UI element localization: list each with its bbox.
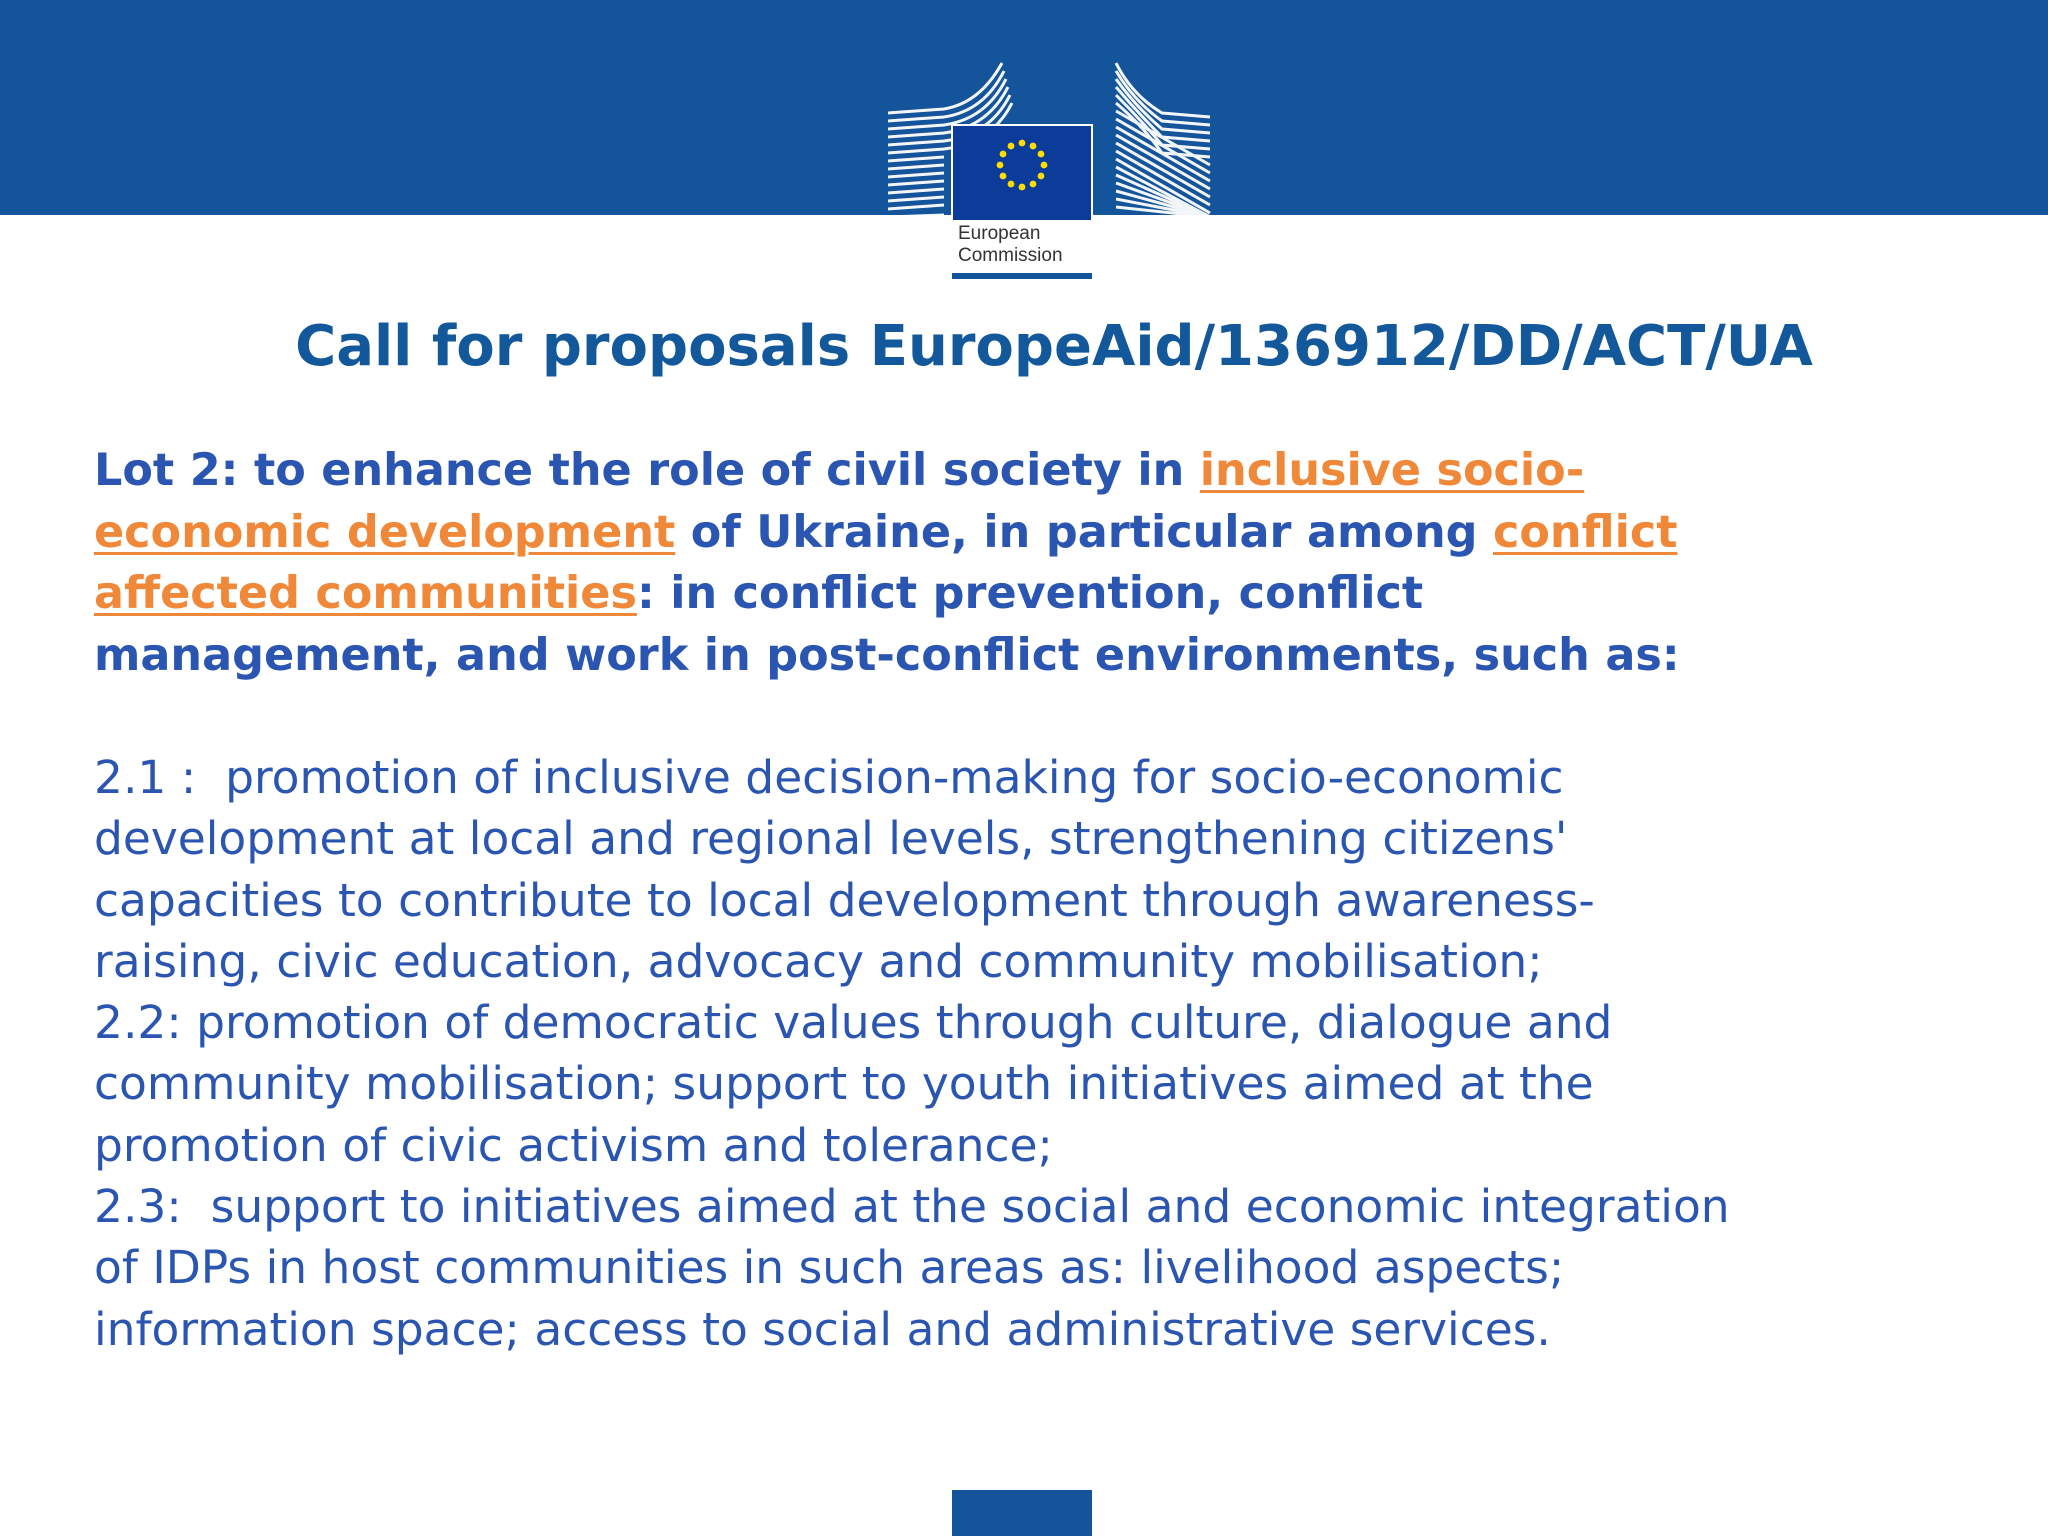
lot-highlight-economic: economic development xyxy=(94,506,676,558)
list-item: promotion of civic activism and tolerance; xyxy=(94,1118,1053,1172)
european-commission-logo xyxy=(880,55,1212,285)
list-item: information space; access to social and administrative services. xyxy=(94,1302,1551,1356)
list-item: 2.3: support to initiatives aimed at the social and economic integration xyxy=(94,1180,1730,1234)
lot-highlight-affected: affected communities xyxy=(94,568,637,619)
list-item: 2.1 : promotion of inclusive decision-making for socio-economic xyxy=(94,751,1564,804)
eu-flag-icon xyxy=(952,125,1092,221)
sub-items-list xyxy=(94,747,1994,1360)
list-item: development at local and regional levels, strengthening citizens' xyxy=(94,812,1568,866)
logo-underline xyxy=(952,273,1092,279)
page-title: Call for proposals EuropeAid/136912/DD/ACT/UA xyxy=(295,314,1813,379)
list-item: community mobilisation; support to youth initiatives aimed at the xyxy=(94,1057,1594,1111)
lot-description xyxy=(94,440,1974,686)
lot-highlight-conflict: conflict xyxy=(1492,506,1678,558)
list-item: 2.2: promotion of democratic values through culture, dialogue and xyxy=(94,996,1613,1050)
lot-line-1 xyxy=(94,440,1974,502)
lot-line-2 xyxy=(94,502,1974,564)
logo-line-european: European xyxy=(958,223,1041,244)
list-item: of IDPs in host communities in such areas as: livelihood aspects; xyxy=(94,1241,1565,1295)
list-item: capacities to contribute to local development through awareness- xyxy=(94,873,1595,927)
lot-text: : in conflict prevention, conflict xyxy=(636,568,1424,619)
footer-tab xyxy=(952,1490,1092,1536)
lot-text: of Ukraine, in particular among xyxy=(675,506,1493,558)
lot-highlight-inclusive: inclusive socio- xyxy=(1199,445,1585,496)
lot-line-3 xyxy=(94,563,1974,625)
list-item: raising, civic education, advocacy and community mobilisation; xyxy=(94,934,1543,988)
logo-text xyxy=(958,223,1063,267)
lot-text: Lot 2: to enhance the role of civil society in xyxy=(94,445,1200,496)
lot-line-4: management, and work in post-conflict environments, such as: xyxy=(94,629,1680,681)
logo-line-commission: Commission xyxy=(958,245,1063,266)
